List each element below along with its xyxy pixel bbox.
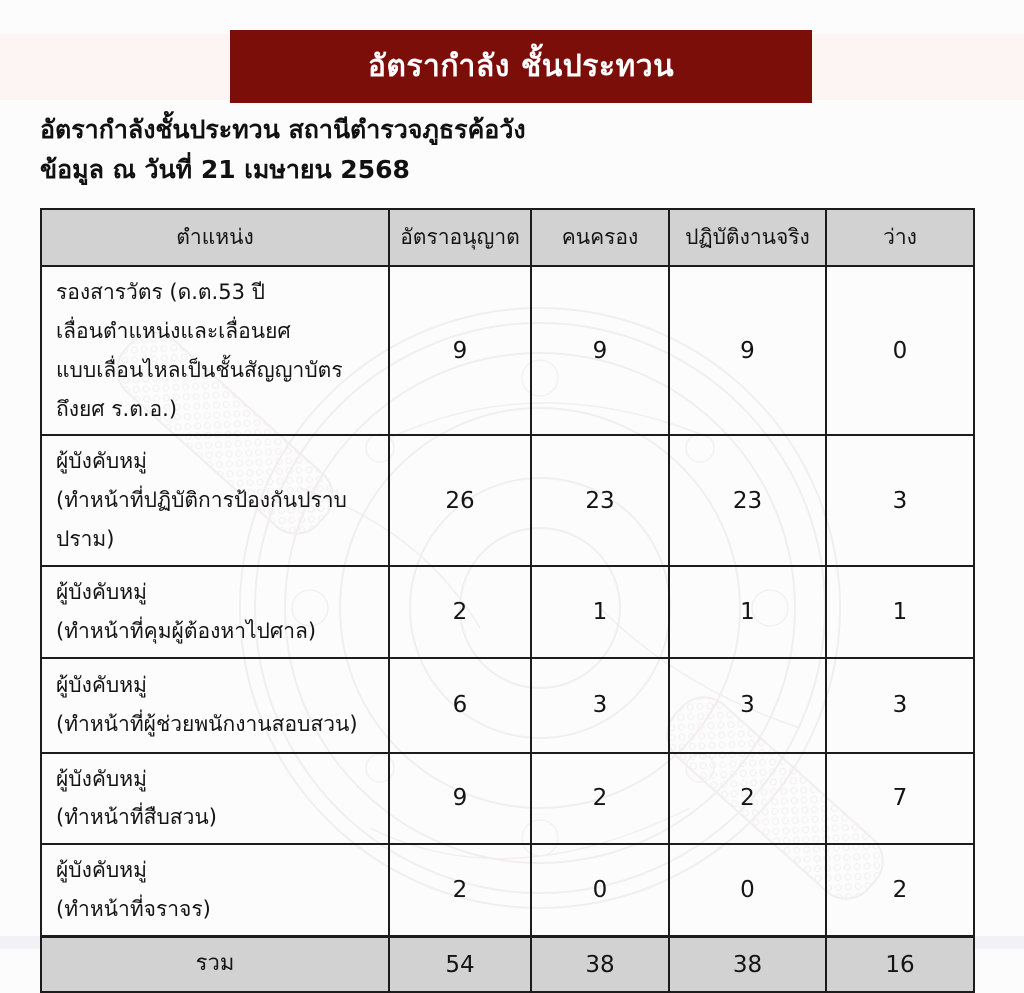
table-row — [41, 658, 974, 753]
occupied-value: 1 — [531, 566, 669, 658]
total-authorized: 54 — [389, 936, 531, 992]
position-cell: ผู้บังคับหมู่ (ทำหน้าที่จราจร) — [41, 844, 389, 936]
table-row — [41, 844, 974, 936]
table-header-row — [41, 209, 974, 266]
authorized-value: 2 — [389, 566, 531, 658]
title-banner — [230, 30, 812, 103]
position-cell: ผู้บังคับหมู่ (ทำหน้าที่ผู้ช่วยพนักงานสอบสวน) — [41, 658, 389, 753]
total-actual-duty: 38 — [669, 936, 826, 992]
actual-duty-value: 9 — [669, 266, 826, 435]
total-vacant: 16 — [826, 936, 974, 992]
vacant-value: 3 — [826, 658, 974, 753]
total-label: รวม — [41, 936, 389, 992]
position-cell: รองสารวัตร (ด.ต.53 ปี เลื่อนตำแหน่งและเลื่อนยศ แบบเลื่อนไหลเป็นชั้นสัญญาบัตร ถึงยศ ร.ต.อ.) — [41, 266, 389, 435]
header-occupied: คนครอง — [531, 209, 669, 266]
actual-duty-value: 0 — [669, 844, 826, 936]
subtitle-line-date: ข้อมูล ณ วันที่ 21 เมษายน 2568 — [40, 154, 410, 184]
vacant-value: 2 — [826, 844, 974, 936]
position-cell: ผู้บังคับหมู่ (ทำหน้าที่คุมผู้ต้องหาไปศาล) — [41, 566, 389, 658]
occupied-value: 0 — [531, 844, 669, 936]
table-row — [41, 266, 974, 435]
authorized-value: 26 — [389, 435, 531, 566]
total-occupied: 38 — [531, 936, 669, 992]
table-row — [41, 435, 974, 566]
subtitle-line-station: อัตรากำลังชั้นประทวน สถานีตำรวจภูธรค้อวัง — [40, 115, 526, 144]
position-cell: ผู้บังคับหมู่ (ทำหน้าที่สืบสวน) — [41, 753, 389, 845]
page-title: อัตรากำลัง ชั้นประทวน — [367, 49, 675, 84]
subtitle-block — [40, 110, 940, 189]
personnel-table-container — [40, 208, 973, 978]
table-row — [41, 566, 974, 658]
authorized-value: 9 — [389, 266, 531, 435]
authorized-value: 2 — [389, 844, 531, 936]
authorized-value: 9 — [389, 753, 531, 845]
vacant-value: 0 — [826, 266, 974, 435]
header-vacant: ว่าง — [826, 209, 974, 266]
actual-duty-value: 2 — [669, 753, 826, 845]
occupied-value: 2 — [531, 753, 669, 845]
header-actual-duty: ปฏิบัติงานจริง — [669, 209, 826, 266]
vacant-value: 7 — [826, 753, 974, 845]
vacant-value: 3 — [826, 435, 974, 566]
position-cell: ผู้บังคับหมู่ (ทำหน้าที่ปฏิบัติการป้องกันปราบปราม) — [41, 435, 389, 566]
occupied-value: 3 — [531, 658, 669, 753]
occupied-value: 23 — [531, 435, 669, 566]
personnel-table — [40, 208, 975, 993]
occupied-value: 9 — [531, 266, 669, 435]
actual-duty-value: 1 — [669, 566, 826, 658]
header-position: ตำแหน่ง — [41, 209, 389, 266]
header-authorized: อัตราอนุญาต — [389, 209, 531, 266]
actual-duty-value: 3 — [669, 658, 826, 753]
total-row — [41, 936, 974, 992]
table-row — [41, 753, 974, 845]
vacant-value: 1 — [826, 566, 974, 658]
actual-duty-value: 23 — [669, 435, 826, 566]
authorized-value: 6 — [389, 658, 531, 753]
